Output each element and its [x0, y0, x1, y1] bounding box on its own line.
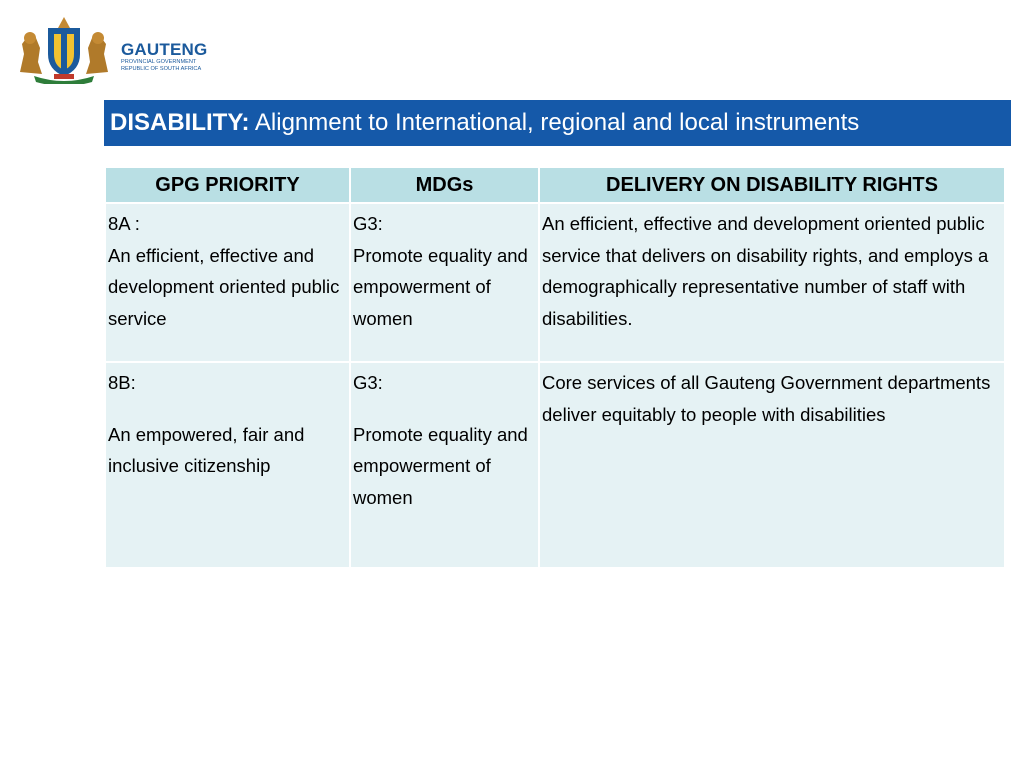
header-delivery: DELIVERY ON DISABILITY RIGHTS — [539, 167, 1005, 203]
logo-subtitle-1: PROVINCIAL GOVERNMENT — [121, 59, 197, 65]
spacer — [353, 399, 538, 419]
header-mdgs: MDGs — [350, 167, 539, 203]
gauteng-logo — [14, 14, 208, 86]
cell-mdg — [350, 203, 539, 362]
mdg-text: Promote equality and empowerment of women — [353, 423, 528, 508]
delivery-text: An efficient, effective and development oriented public service that delivers on disability rights, and employs a demographically representative number of staff with disabilities. — [542, 213, 989, 329]
cell-delivery — [539, 362, 1005, 568]
coat-of-arms-icon — [14, 14, 114, 84]
table-header-row — [105, 167, 1005, 203]
spacer — [108, 399, 349, 419]
mdg-text: Promote equality and empowerment of women — [353, 244, 528, 329]
cell-priority — [105, 362, 350, 568]
priority-code: 8B: — [108, 372, 136, 393]
logo-text — [121, 41, 207, 73]
table-row — [105, 362, 1005, 568]
priority-text: An empowered, fair and inclusive citizenship — [108, 423, 305, 476]
logo-subtitle-2: REPUBLIC OF SOUTH AFRICA — [121, 66, 202, 72]
header-gpg-priority: GPG PRIORITY — [105, 167, 350, 203]
alignment-table — [104, 166, 1006, 569]
priority-code: 8A : — [108, 213, 140, 234]
delivery-text: Core services of all Gauteng Government departments deliver equitably to people with disabilities — [542, 372, 991, 425]
title-rest: Alignment to International, regional and local instruments — [249, 109, 860, 136]
logo-name: GAUTENG — [121, 40, 208, 59]
mdg-code: G3: — [353, 213, 383, 234]
priority-text: An efficient, effective and development oriented public service — [108, 244, 340, 329]
cell-delivery — [539, 203, 1005, 362]
cell-mdg — [350, 362, 539, 568]
slide-title — [104, 100, 1011, 146]
table-row — [105, 203, 1005, 362]
mdg-code: G3: — [353, 372, 383, 393]
cell-priority — [105, 203, 350, 362]
title-bold: DISABILITY: — [110, 109, 250, 136]
